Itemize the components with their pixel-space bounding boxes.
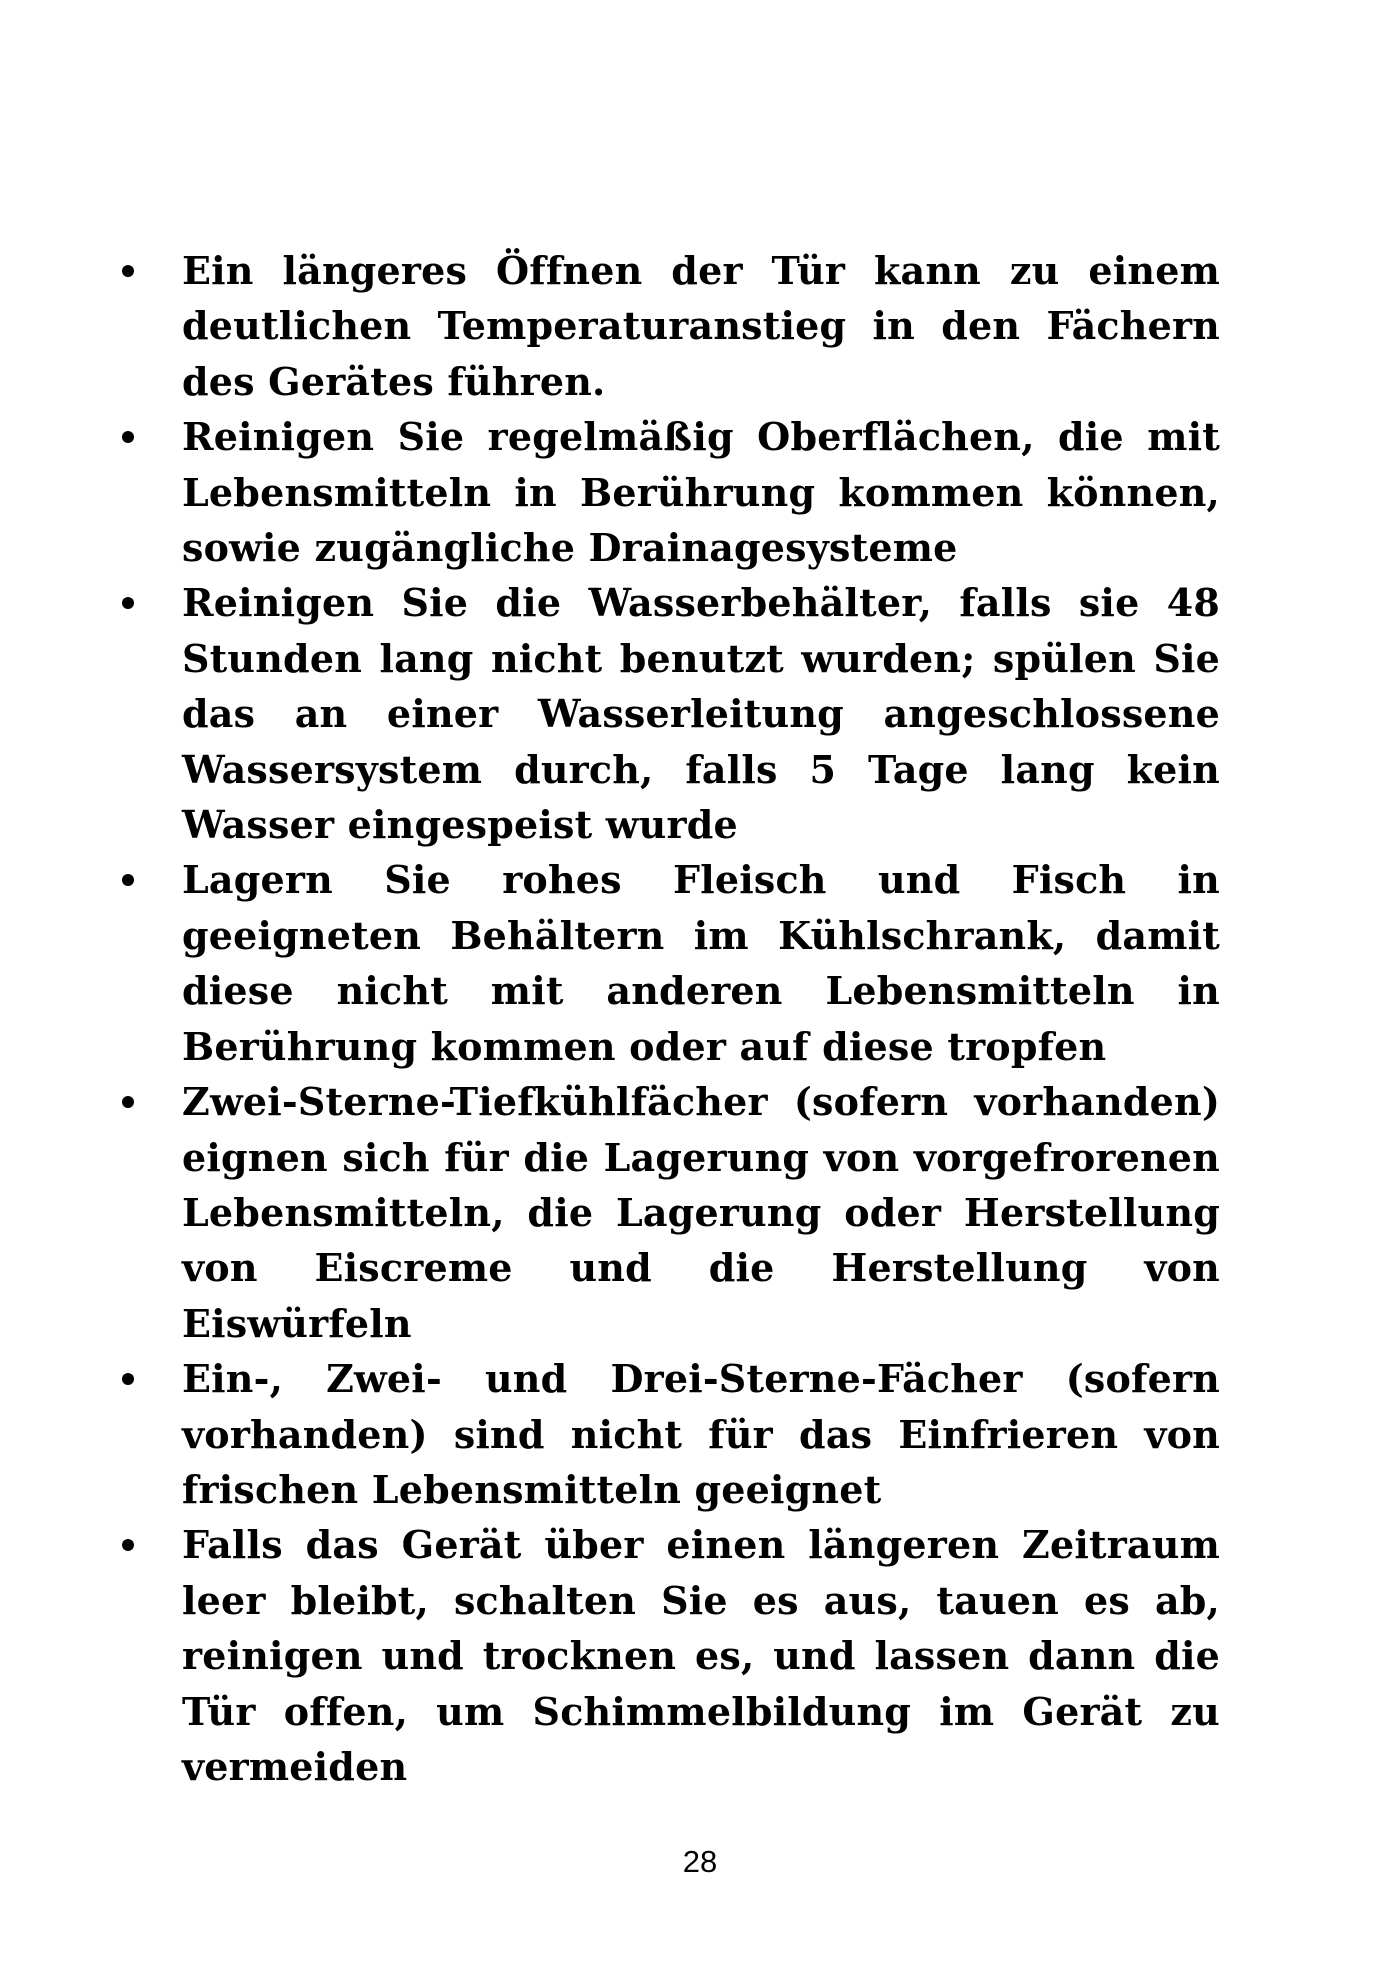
list-item bbox=[120, 1074, 1220, 1351]
list-item-text: Reinigen Sie die Wasserbehälter, falls sie 48 Stunden lang nicht benutzt wurden; spülen Sie das an einer Wasserleitung angeschlossene Wassersystem durch, falls 5 Tage lang kein Wasser eingespeist wurde bbox=[182, 580, 1220, 848]
list-item bbox=[120, 852, 1220, 1074]
bullet-icon bbox=[122, 874, 134, 886]
list-item-text: Reinigen Sie regelmäßig Oberflächen, die mit Lebensmitteln in Berührung kommen können, sowie zugängliche Drainagesysteme bbox=[182, 414, 1220, 571]
list-item-text: Lagern Sie rohes Fleisch und Fisch in geeigneten Behältern im Kühlschrank, damit diese nicht mit anderen Lebensmitteln in Berührung kommen oder auf diese tropfen bbox=[182, 857, 1220, 1069]
list-item bbox=[120, 1351, 1220, 1517]
list-item-text: Ein längeres Öffnen der Tür kann zu einem deutlichen Temperaturanstieg in den Fächern des Gerätes führen. bbox=[182, 248, 1220, 404]
list-item bbox=[120, 1517, 1220, 1794]
page-number: 28 bbox=[682, 1844, 718, 1879]
bullet-icon bbox=[122, 1096, 134, 1108]
bullet-icon bbox=[122, 1373, 134, 1385]
list-item-text: Ein-, Zwei- und Drei-Sterne-Fächer (sofern vorhanden) sind nicht für das Einfrieren von frischen Lebensmitteln geeignet bbox=[182, 1356, 1220, 1512]
list-item bbox=[120, 409, 1220, 575]
list-item bbox=[120, 243, 1220, 409]
bullet-icon bbox=[122, 265, 134, 277]
bullet-list bbox=[120, 243, 1220, 1794]
list-item bbox=[120, 575, 1220, 852]
list-item-text: Falls das Gerät über einen längeren Zeitraum leer bleibt, schalten Sie es aus, tauen es ab, reinigen und trocknen es, und lassen dann die Tür offen, um Schimmelbildung im Gerät zu vermeiden bbox=[182, 1522, 1220, 1789]
list-item-text: Zwei-Sterne-Tiefkühlfächer (sofern vorhanden) eignen sich für die Lagerung von vorgefrorenen Lebensmitteln, die Lagerung oder Herstellung von Eiscreme und die Herstellung von Eiswürfeln bbox=[182, 1079, 1220, 1346]
bullet-icon bbox=[122, 597, 134, 609]
bullet-icon bbox=[122, 431, 134, 443]
bullet-icon bbox=[122, 1539, 134, 1551]
